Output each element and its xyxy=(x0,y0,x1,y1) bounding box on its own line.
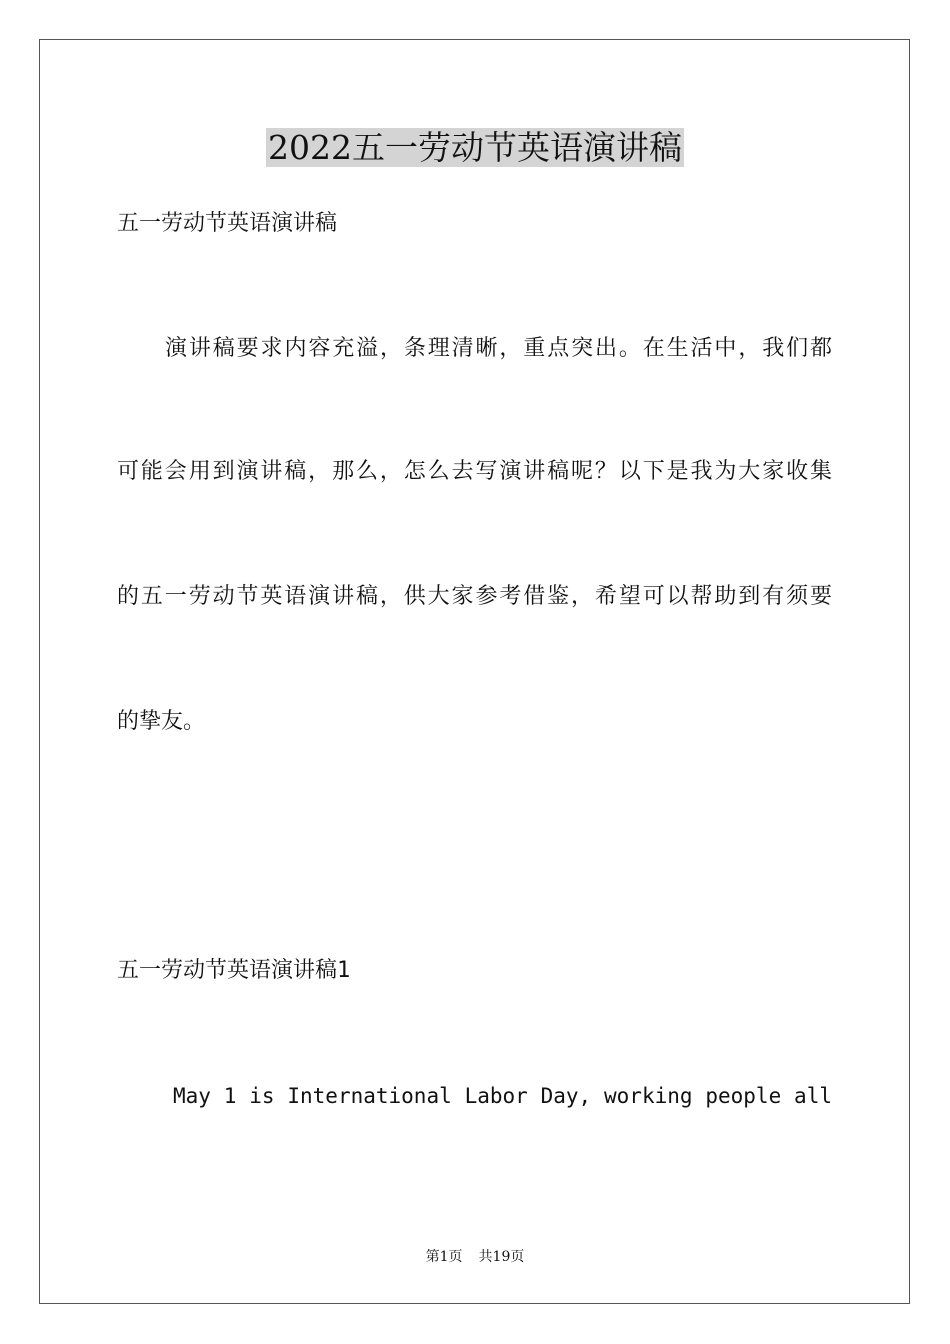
document-title xyxy=(0,126,950,170)
page-number: 第1页 xyxy=(425,1249,463,1265)
document-subtitle: 五一劳动节英语演讲稿 xyxy=(117,211,338,236)
page-footer xyxy=(0,1247,950,1267)
intro-paragraph-line-3: 的五一劳动节英语演讲稿，供大家参考借鉴，希望可以帮助到有须要 xyxy=(117,584,832,609)
english-paragraph-line-1: May 1 is International Labor Day, working people all xyxy=(173,1084,832,1108)
intro-paragraph-line-4: 的挚友。 xyxy=(117,709,206,734)
document-title-text: 2022五一劳动节英语演讲稿 xyxy=(268,128,682,167)
intro-paragraph-line-1: 演讲稿要求内容充溢，条理清晰，重点突出。在生活中，我们都 xyxy=(165,336,832,361)
page-total: 共19页 xyxy=(478,1249,525,1265)
intro-paragraph-line-2: 可能会用到演讲稿，那么，怎么去写演讲稿呢？以下是我为大家收集 xyxy=(117,459,832,484)
section-heading: 五一劳动节英语演讲稿1 xyxy=(117,958,351,983)
